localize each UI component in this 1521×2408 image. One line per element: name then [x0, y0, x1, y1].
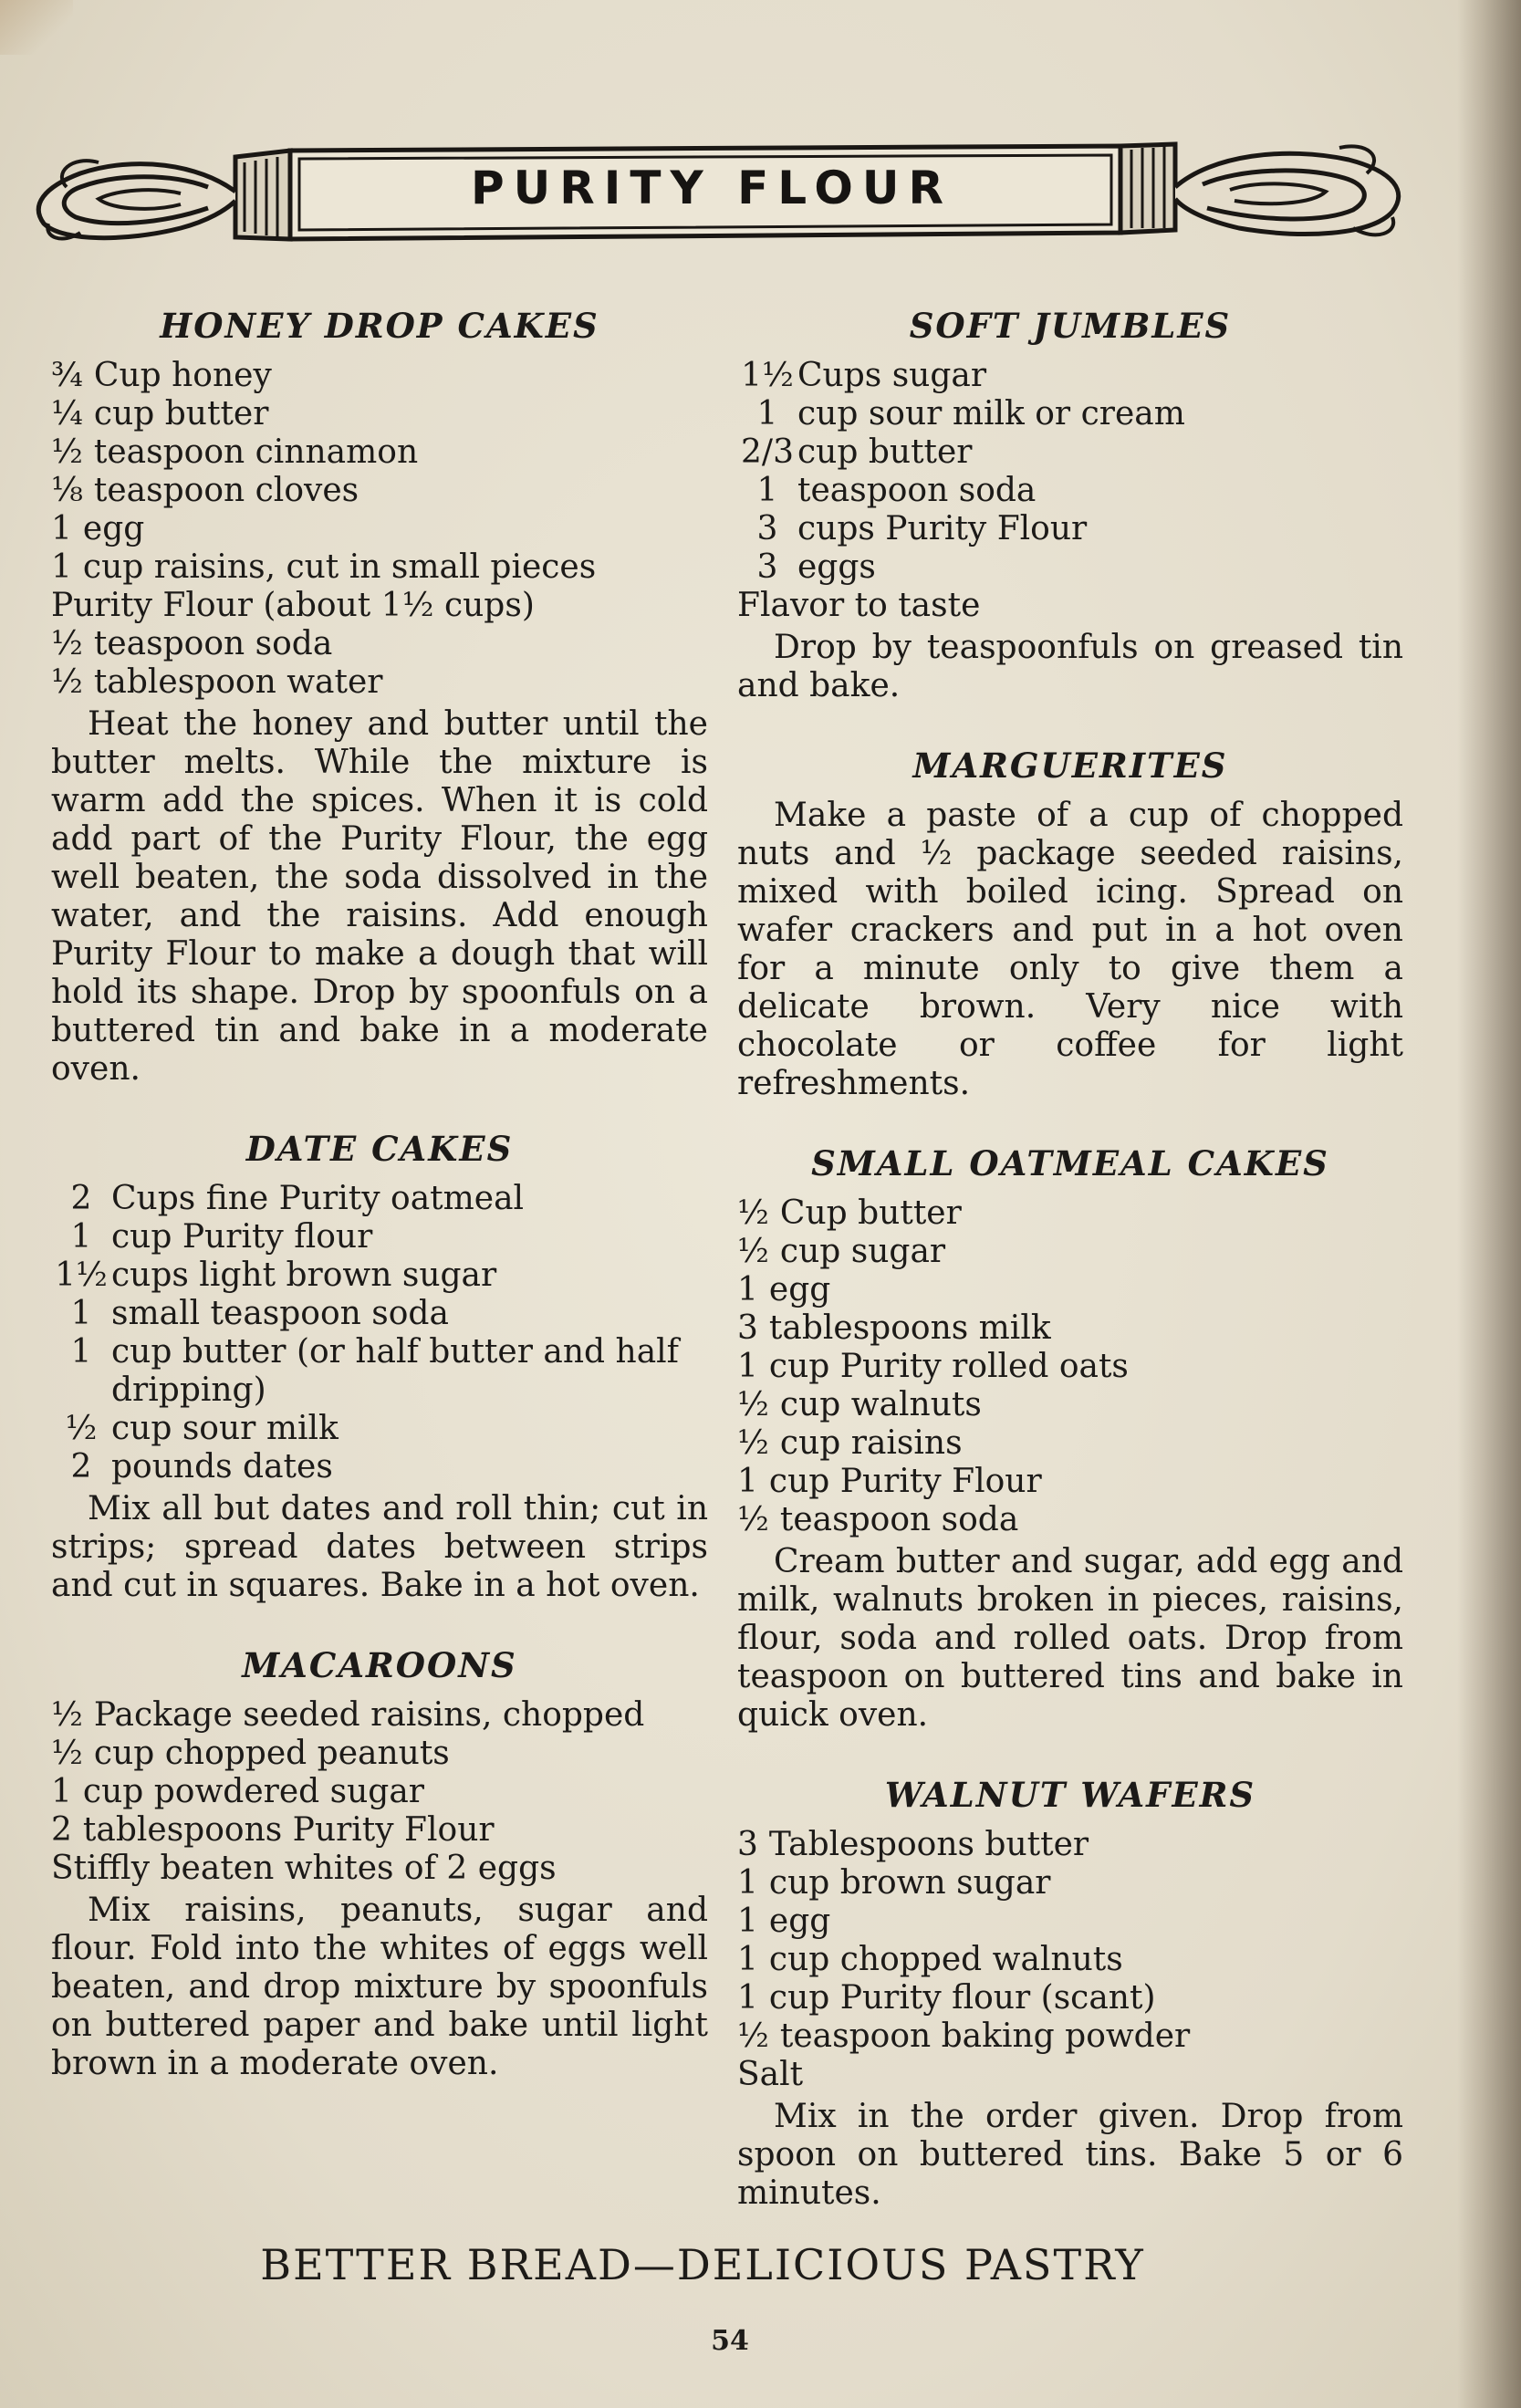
ingredient-quantity: 1	[70, 1295, 92, 1332]
ingredient-item	[737, 510, 1403, 548]
footer-slogan: BETTER BREAD—DELICIOUS PASTRY	[260, 2240, 1145, 2289]
recipe-title: WALNUT WAFERS	[884, 1775, 1256, 1815]
ingredient-item	[737, 1902, 1403, 1941]
ingredient-text: cup brown sugar	[768, 1864, 1051, 1902]
ingredient-item	[51, 1218, 708, 1256]
ingredient-list	[737, 1826, 1403, 2094]
ingredient-list	[737, 357, 1403, 625]
recipe-title: MACAROONS	[242, 1645, 517, 1685]
recipe-marguerites	[737, 745, 1403, 1103]
ingredient-item	[737, 1864, 1403, 1902]
ingredient-quantity: 3	[737, 1826, 758, 1863]
ingredient-quantity: 1½	[55, 1256, 108, 1294]
ingredient-quantity: 1	[737, 1941, 758, 1978]
ingredient-item	[737, 1941, 1403, 1979]
ingredient-quantity: 1	[51, 1773, 72, 1810]
ingredient-item	[737, 1348, 1403, 1386]
ingredient-item	[737, 1501, 1403, 1539]
recipe-macaroons	[51, 1645, 708, 2083]
ingredient-item	[51, 1448, 708, 1486]
ingredient-item	[51, 357, 708, 395]
recipe-walnut-wafers	[737, 1775, 1403, 2213]
ingredient-quantity: ¼	[51, 395, 83, 433]
ingredient-text: cup Purity rolled oats	[768, 1348, 1129, 1385]
recipe-directions: Mix raisins, peanuts, sugar and flour. Fold into the whites of eggs well beaten, and drop mixture by spoonfuls on buttered paper and bake until light brown in a moderate oven.	[51, 1892, 708, 2082]
recipe-small-oatmeal-cakes	[737, 1143, 1403, 1735]
ingredient-quantity: 2	[51, 1811, 72, 1849]
ingredient-text: cup chopped peanuts	[93, 1735, 450, 1772]
ingredient-quantity: 1	[737, 1864, 758, 1902]
right-column	[737, 306, 1403, 2253]
ingredient-text: Package seeded raisins, chopped	[93, 1696, 645, 1734]
ingredient-list	[737, 1194, 1403, 1539]
ingredient-text: teaspoon baking powder	[779, 2017, 1191, 2055]
recipe-directions: Make a paste of a cup of chopped nuts and ½ package seeded raisins, mixed with boiled icing. Spread on wafer crackers and put in a hot oven for a minute only to give them a delicate brown. Very nice with chocolate or coffee for light refreshments.	[737, 797, 1403, 1102]
ingredient-item	[51, 1333, 708, 1410]
recipe-directions: Heat the honey and butter until the butter melts. While the mixture is warm add the spices. When it is cold add part of the Purity Flour, the egg well beaten, the soda dissolved in the water, and the raisins. Add enough Purity Flour to make a dough that will hold its shape. Drop by spoonfuls on a buttered tin and bake in a moderate oven.	[51, 705, 708, 1088]
ingredient-item	[737, 1309, 1403, 1348]
ingredient-item	[51, 1410, 708, 1448]
ingredient-item	[51, 625, 708, 663]
ingredient-text: Cup butter	[779, 1194, 962, 1232]
ingredient-quantity: ½	[65, 1410, 98, 1447]
ingredient-quantity: ½	[51, 1735, 83, 1772]
ingredient-quantity: 1	[70, 1218, 92, 1256]
page-corner-wear	[0, 0, 73, 55]
ingredient-quantity: 3	[756, 548, 778, 586]
ingredient-item	[51, 472, 708, 510]
ingredient-item	[737, 395, 1403, 433]
ingredient-item	[51, 1696, 708, 1735]
ingredient-quantity: ½	[51, 1696, 83, 1734]
ingredient-text: Stiffly beaten whites of 2 eggs	[51, 1850, 557, 1887]
recipe-title: SMALL OATMEAL CAKES	[811, 1143, 1329, 1183]
page-number: 54	[711, 2325, 749, 2357]
recipe-title: HONEY DROP CAKES	[160, 306, 599, 346]
ingredient-quantity: 1	[737, 1271, 758, 1308]
ingredient-list	[51, 357, 708, 702]
ingredient-quantity: ½	[737, 2017, 769, 2055]
ingredient-item	[51, 395, 708, 433]
ingredient-quantity: 1	[756, 472, 778, 509]
ingredient-item	[737, 1233, 1403, 1271]
ingredient-text: Purity Flour (about 1½ cups)	[51, 587, 535, 624]
ingredient-text: cup chopped walnuts	[768, 1941, 1123, 1978]
ingredient-text: cup Purity Flour	[768, 1463, 1042, 1500]
ingredient-text: Cup honey	[93, 357, 272, 394]
ingredient-text: cup raisins	[779, 1424, 963, 1462]
ingredient-text: cup sour milk	[111, 1410, 339, 1447]
banner-title: PURITY FLOUR	[471, 162, 953, 214]
ingredient-text: tablespoons Purity Flour	[82, 1811, 495, 1849]
ingredient-item	[737, 472, 1403, 510]
recipe-date-cakes	[51, 1129, 708, 1605]
ingredient-quantity: ½	[737, 1501, 769, 1538]
ingredient-item	[51, 548, 708, 587]
ingredient-quantity: ½	[737, 1424, 769, 1462]
ingredient-text: teaspoon soda	[93, 625, 333, 662]
ingredient-text: small teaspoon soda	[111, 1295, 449, 1332]
ingredient-item	[51, 1295, 708, 1333]
ingredient-text: tablespoons milk	[768, 1309, 1051, 1347]
recipe-directions: Cream butter and sugar, add egg and milk, walnuts broken in pieces, raisins, flour, soda and rolled oats. Drop from teaspoon on buttered tins and bake in quick oven.	[737, 1543, 1403, 1734]
ingredient-item	[737, 357, 1403, 395]
ingredient-item	[737, 1386, 1403, 1424]
ingredient-quantity: 1	[51, 510, 72, 547]
recipe-title: MARGUERITES	[912, 745, 1228, 786]
ingredient-text: cups light brown sugar	[111, 1256, 497, 1294]
ingredient-quantity: ⅛	[51, 472, 83, 509]
ingredient-text: egg	[82, 510, 145, 547]
ingredient-item	[51, 1773, 708, 1811]
ingredient-quantity: ½	[737, 1233, 769, 1270]
ingredient-text: cup butter	[797, 433, 973, 471]
ingredient-quantity: 1	[737, 1463, 758, 1500]
ingredient-quantity: 2	[70, 1448, 92, 1485]
ingredient-quantity: 3	[756, 510, 778, 547]
page-binding-shadow	[1457, 0, 1521, 2408]
ingredient-text: cup butter (or half butter and half dripping)	[111, 1333, 680, 1409]
ingredient-item	[737, 1194, 1403, 1233]
ingredient-item	[737, 1979, 1403, 2017]
ingredient-text: Cups sugar	[797, 357, 987, 394]
ingredient-item	[51, 1811, 708, 1850]
ingredient-text: Salt	[737, 2056, 804, 2093]
ingredient-quantity: ½	[51, 433, 83, 471]
ingredient-item	[51, 587, 708, 625]
ingredient-text: egg	[768, 1271, 831, 1308]
ingredient-quantity: 1	[737, 1979, 758, 2017]
ingredient-item	[737, 2017, 1403, 2056]
ingredient-quantity: 1	[51, 548, 72, 586]
recipe-title: DATE CAKES	[245, 1129, 514, 1169]
recipe-directions: Mix all but dates and roll thin; cut in strips; spread dates between strips and cut in squares. Bake in a hot oven.	[51, 1490, 708, 1604]
recipe-title: SOFT JUMBLES	[909, 306, 1232, 346]
ingredient-text: cup raisins, cut in small pieces	[82, 548, 597, 586]
ingredient-text: cup sugar	[779, 1233, 946, 1270]
ingredient-quantity: ½	[51, 625, 83, 662]
recipe-honey-drop-cakes	[51, 306, 708, 1089]
ingredient-quantity: 2	[70, 1180, 92, 1217]
ingredient-text: teaspoon cinnamon	[93, 433, 419, 471]
ingredient-item	[51, 1735, 708, 1773]
ingredient-item	[737, 433, 1403, 472]
ingredient-text: Flavor to taste	[737, 587, 981, 624]
ingredient-item	[51, 1256, 708, 1295]
ingredient-text: tablespoon water	[93, 663, 383, 701]
ingredient-text: Cups fine Purity oatmeal	[111, 1180, 525, 1217]
ingredient-quantity: ¾	[51, 357, 83, 394]
ingredient-quantity: 2/3	[741, 433, 794, 471]
ingredient-item	[737, 1271, 1403, 1309]
ingredient-list	[51, 1696, 708, 1888]
ingredient-quantity: ½	[51, 663, 83, 701]
ingredient-text: teaspoon cloves	[93, 472, 359, 509]
ingredient-item	[51, 1180, 708, 1218]
ingredient-item	[737, 1826, 1403, 1864]
ingredient-item	[51, 663, 708, 702]
ingredient-quantity: ½	[737, 1386, 769, 1423]
ingredient-item	[51, 433, 708, 472]
ingredient-quantity: 1	[756, 395, 778, 433]
ingredient-text: cup butter	[93, 395, 269, 433]
ingredient-text: Tablespoons butter	[768, 1826, 1089, 1863]
ingredient-item	[51, 510, 708, 548]
ingredient-item	[737, 548, 1403, 587]
ingredient-list	[51, 1180, 708, 1486]
ingredient-text: cups Purity Flour	[797, 510, 1088, 547]
ingredient-item	[737, 1424, 1403, 1463]
ingredient-quantity: 1½	[741, 357, 794, 394]
recipe-directions: Drop by teaspoonfuls on greased tin and bake.	[737, 629, 1403, 704]
ingredient-text: teaspoon soda	[797, 472, 1037, 509]
ingredient-text: cup sour milk or cream	[797, 395, 1185, 433]
ingredient-text: pounds dates	[111, 1448, 333, 1485]
ingredient-text: eggs	[797, 548, 876, 586]
ingredient-quantity: ½	[737, 1194, 769, 1232]
ingredient-text: cup walnuts	[779, 1386, 982, 1423]
ingredient-quantity: 1	[737, 1902, 758, 1940]
ingredient-quantity: 3	[737, 1309, 758, 1347]
left-column	[51, 306, 708, 2123]
ingredient-text: cup Purity flour (scant)	[768, 1979, 1156, 2017]
ingredient-text: teaspoon soda	[779, 1501, 1019, 1538]
recipe-soft-jumbles	[737, 306, 1403, 705]
ingredient-text: cup powdered sugar	[82, 1773, 425, 1810]
ingredient-text: cup Purity flour	[111, 1218, 373, 1256]
recipe-directions: Mix in the order given. Drop from spoon on buttered tins. Bake 5 or 6 minutes.	[737, 2098, 1403, 2212]
ingredient-item	[737, 2056, 1403, 2094]
ingredient-item	[737, 1463, 1403, 1501]
ingredient-text: egg	[768, 1902, 831, 1940]
ingredient-item	[51, 1850, 708, 1888]
ingredient-item	[737, 587, 1403, 625]
ingredient-quantity: 1	[70, 1333, 92, 1371]
ingredient-quantity: 1	[737, 1348, 758, 1385]
